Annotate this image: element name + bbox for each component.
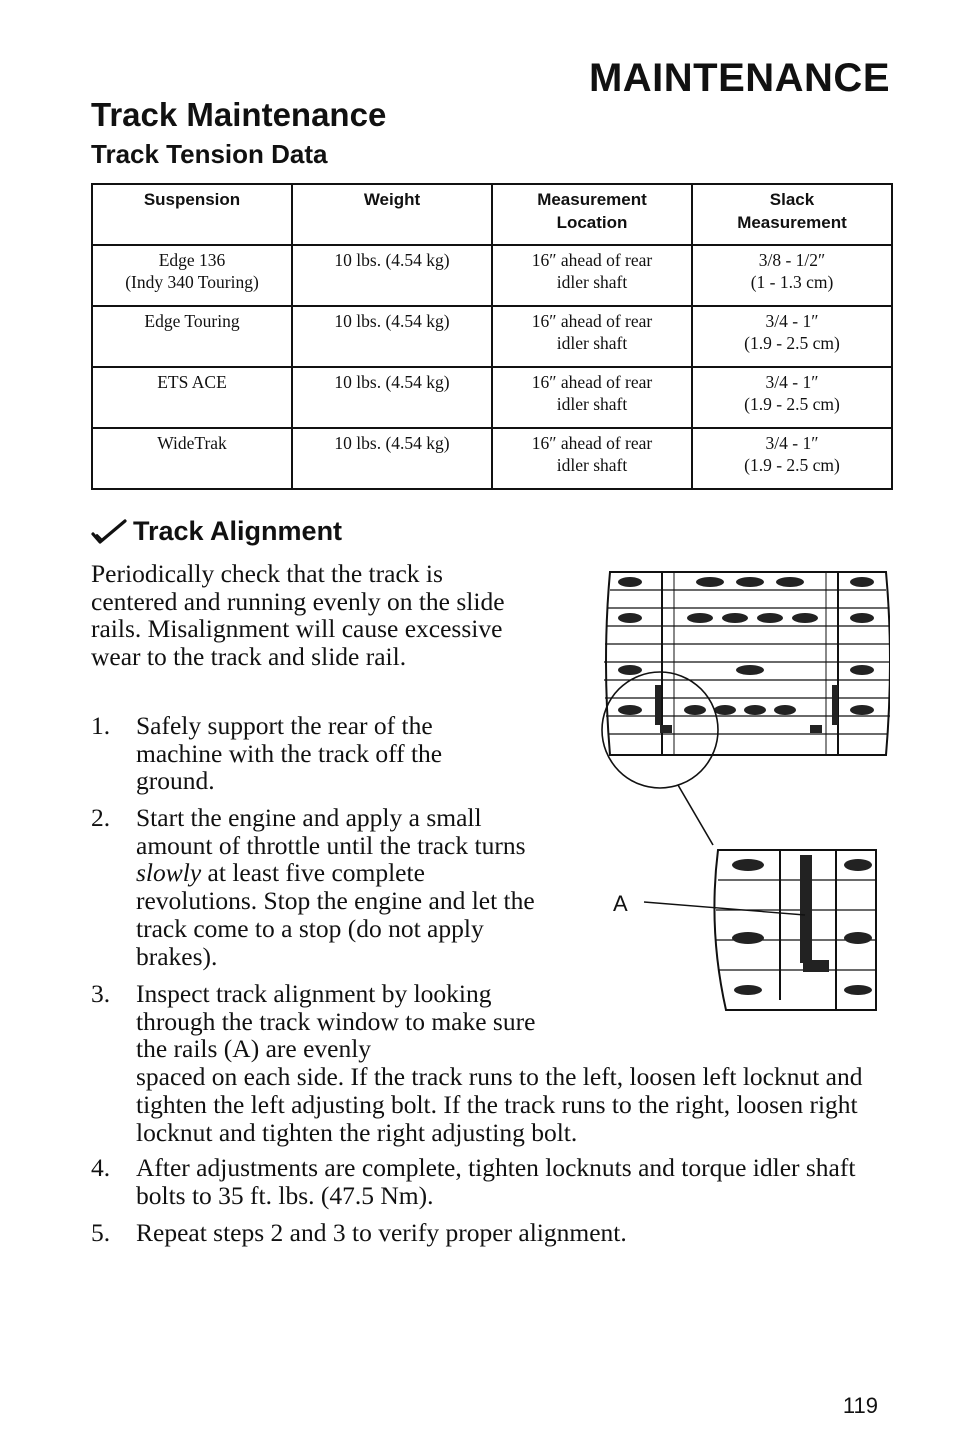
step-text-part: Inspect track alignment by looking through the track window to make sure the rails (A) are evenly (136, 979, 536, 1064)
step-text-part: Start the engine and apply a small amount of throttle until the track turns (136, 803, 526, 860)
header-measurement-location (492, 184, 692, 245)
cell-text: idler shaft (556, 333, 628, 353)
cell-text: idler shaft (556, 272, 628, 292)
step-text-part: at least five complete revolutions. Stop the engine and let the track come to a stop (do not apply brakes). (136, 858, 535, 971)
cell-suspension (92, 245, 292, 306)
header-text: Measurement (537, 190, 647, 209)
step-emphasis: slowly (136, 858, 202, 888)
cell-text: 10 lbs. (4.54 kg) (334, 372, 450, 392)
cell-text: 10 lbs. (4.54 kg) (334, 250, 450, 270)
cell-slack (692, 367, 892, 428)
step-number: 2. (91, 803, 111, 832)
header-text: Weight (363, 190, 421, 209)
header-text: Slack (769, 190, 815, 209)
step-4 (91, 1154, 881, 1209)
page-number: 119 (842, 1393, 878, 1418)
cell-text: 16″ ahead of rear (531, 372, 653, 392)
header-slack-measurement (692, 184, 892, 245)
cell-location (492, 428, 692, 489)
cell-text: 3/8 - 1/2″ (758, 250, 826, 270)
header-weight (292, 184, 492, 245)
step-5 (91, 1219, 881, 1247)
cell-text: 16″ ahead of rear (531, 250, 653, 270)
cell-text: (1 - 1.3 cm) (750, 272, 834, 292)
step-text: Safely support the rear of the machine with the track off the ground. (136, 711, 443, 796)
cell-slack (692, 245, 892, 306)
table-row (92, 306, 892, 367)
track-zoom-view (644, 850, 876, 1010)
cell-text: (1.9 - 2.5 cm) (744, 394, 840, 414)
checkmark-icon (91, 518, 127, 546)
alignment-intro: Periodically check that the track is centered and running evenly on the slide rails. Misalignment will cause excessive wear to the track and slide rail. (91, 559, 505, 672)
cell-suspension (92, 306, 292, 367)
cell-text: 16″ ahead of rear (531, 433, 653, 453)
cell-text: idler shaft (556, 455, 628, 475)
cell-text: idler shaft (556, 394, 628, 414)
step-number: 3. (91, 979, 111, 1008)
table-row (92, 428, 892, 489)
step-text (136, 804, 551, 970)
cell-weight (292, 428, 492, 489)
table-header-row (92, 184, 892, 245)
cell-slack (692, 306, 892, 367)
cell-text: Edge 136 (158, 250, 226, 270)
step-text: Repeat steps 2 and 3 to verify proper alignment. (136, 1218, 627, 1247)
alignment-heading-text: Track Alignment (133, 516, 343, 546)
cell-location (492, 245, 692, 306)
cell-location (492, 306, 692, 367)
step-number: 5. (91, 1218, 111, 1247)
cell-weight (292, 367, 492, 428)
table-row (92, 245, 892, 306)
page-title: Track Maintenance (91, 96, 387, 133)
cell-text: 3/4 - 1″ (765, 433, 819, 453)
cell-weight (292, 245, 492, 306)
header-text: Suspension (143, 190, 241, 209)
step-1 (91, 712, 511, 795)
track-top-view (602, 572, 890, 845)
cell-weight (292, 306, 492, 367)
track-tension-table (91, 183, 893, 490)
cell-suspension (92, 367, 292, 428)
header-text: Measurement (737, 213, 847, 232)
callout-label-a: A (613, 891, 628, 916)
table-title: Track Tension Data (91, 139, 328, 169)
cell-text: ETS ACE (157, 372, 227, 392)
cell-location (492, 367, 692, 428)
table-row (92, 367, 892, 428)
step-text-part: spaced on each side. If the track runs to the left, loosen left locknut and tighten the left adjusting bolt. If the track runs to the right, loosen right locknut and tighten the right adjusting bolt. (136, 1062, 863, 1147)
cell-text: WideTrak (157, 433, 227, 453)
step-text: After adjustments are complete, tighten locknuts and torque idler shaft bolts to 35 ft. lbs. (47.5 Nm). (136, 1153, 856, 1210)
alignment-heading (91, 516, 342, 547)
cell-slack (692, 428, 892, 489)
cell-text: 3/4 - 1″ (765, 372, 819, 392)
header-text: Location (556, 213, 628, 232)
cell-text: (Indy 340 Touring) (125, 272, 259, 292)
step-number: 1. (91, 711, 111, 740)
cell-text: 3/4 - 1″ (765, 311, 819, 331)
cell-text: 16″ ahead of rear (531, 311, 653, 331)
cell-text: Edge Touring (144, 311, 240, 331)
cell-text: 10 lbs. (4.54 kg) (334, 433, 450, 453)
track-alignment-illustration (600, 560, 890, 1020)
cell-text: (1.9 - 2.5 cm) (744, 333, 840, 353)
cell-text: 10 lbs. (4.54 kg) (334, 311, 450, 331)
step-2 (91, 804, 551, 970)
cell-suspension (92, 428, 292, 489)
step-number: 4. (91, 1153, 111, 1182)
header-suspension (92, 184, 292, 245)
section-header: MAINTENANCE (588, 56, 890, 100)
cell-text: (1.9 - 2.5 cm) (744, 455, 840, 475)
